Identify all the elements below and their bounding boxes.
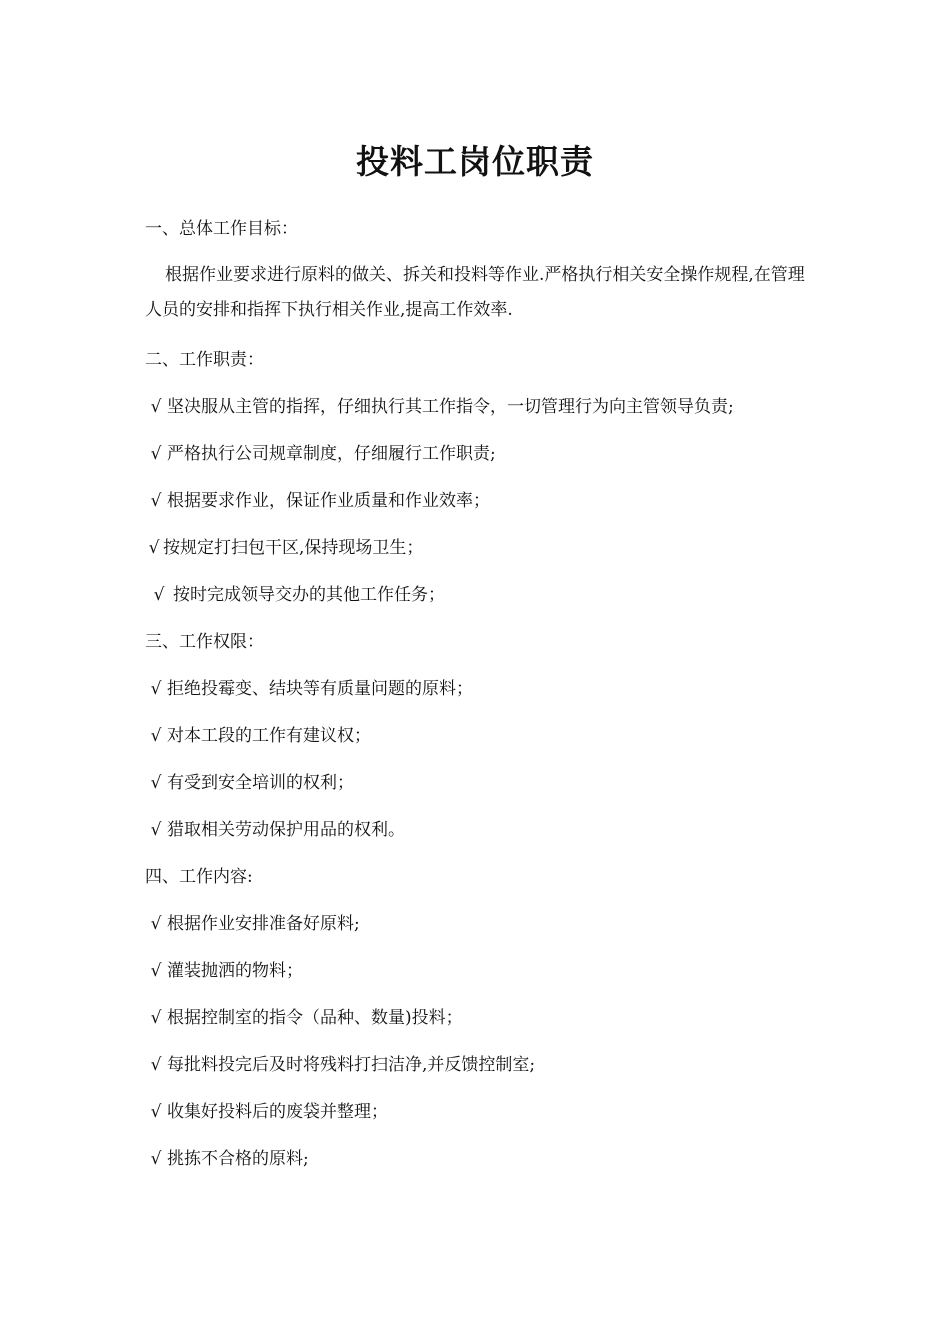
section-heading-duties: 二、工作职责： <box>145 350 264 370</box>
list-item <box>145 815 810 845</box>
check-mark-icon: √ <box>150 1008 162 1028</box>
list-item-text: 收集好投料后的废袋并整理； <box>167 1102 388 1122</box>
list-item-text: 猎取相关劳动保护用品的权利。 <box>167 820 405 840</box>
check-mark-icon: √ <box>150 491 162 511</box>
list-item-text: 坚决服从主管的指挥，仔细执行其工作指令，一切管理行为向主管领导负责; <box>167 397 734 417</box>
list-item-text: 灌装抛洒的物料； <box>167 961 303 981</box>
list-item <box>145 580 810 610</box>
list-item-text: 有受到安全培训的权利； <box>167 773 354 793</box>
list-item <box>145 1003 810 1033</box>
list-item-text: 每批料投完后及时将残料打扫洁净,并反馈控制室; <box>167 1055 536 1075</box>
list-item <box>145 533 810 563</box>
list-item-text: 拒绝投霉变、结块等有质量问题的原料； <box>167 679 473 699</box>
check-mark-icon: √ <box>150 726 162 746</box>
section-heading-work-content: 四、工作内容: <box>145 867 253 887</box>
list-item-text: 按规定打扫包干区,保持现场卫生； <box>163 538 424 558</box>
check-mark-icon: √ <box>150 444 162 464</box>
list-item <box>145 721 810 751</box>
check-mark-icon: √ <box>150 1149 162 1169</box>
section-heading-overall-goal: 一、总体工作目标： <box>145 219 298 239</box>
list-item-text: 根据控制室的指令（品种、数量)投料； <box>167 1008 463 1028</box>
check-mark-icon: √ <box>150 397 162 417</box>
list-item <box>145 486 810 516</box>
list-item <box>145 909 810 939</box>
list-item-text: 根据作业安排准备好原料; <box>167 914 360 934</box>
check-mark-icon: √ <box>150 820 162 840</box>
list-item-text: 对本工段的工作有建议权； <box>167 726 371 746</box>
list-item-text: 根据要求作业，保证作业质量和作业效率； <box>167 491 490 511</box>
check-mark-icon: √ <box>150 1102 162 1122</box>
list-item <box>145 674 810 704</box>
check-mark-icon: √ <box>150 961 162 981</box>
list-item <box>145 1097 810 1127</box>
section-paragraph-overall-goal: 根据作业要求进行原料的做关、拆关和投料等作业.严格执行相关安全操作规程,在管理人员的安排和指挥下执行相关作业,提高工作效率. <box>145 265 805 320</box>
list-item <box>145 1144 810 1174</box>
list-item <box>145 439 810 469</box>
list-item <box>145 956 810 986</box>
check-mark-icon: √ <box>153 585 165 605</box>
check-mark-icon: √ <box>150 773 162 793</box>
check-mark-icon: √ <box>150 679 162 699</box>
list-item-text: 按时完成领导交办的其他工作任务； <box>173 585 445 605</box>
list-item <box>145 392 810 422</box>
check-mark-icon: √ <box>148 538 160 558</box>
list-item <box>145 1050 810 1080</box>
document-title: 投料工岗位职责 <box>356 142 594 181</box>
list-item <box>145 768 810 798</box>
check-mark-icon: √ <box>150 914 162 934</box>
list-item-text: 挑拣不合格的原料; <box>167 1149 309 1169</box>
list-item-text: 严格执行公司规章制度，仔细履行工作职责; <box>167 444 496 464</box>
check-mark-icon: √ <box>150 1055 162 1075</box>
document-body <box>145 214 810 1191</box>
section-heading-authority: 三、工作权限： <box>145 632 264 652</box>
